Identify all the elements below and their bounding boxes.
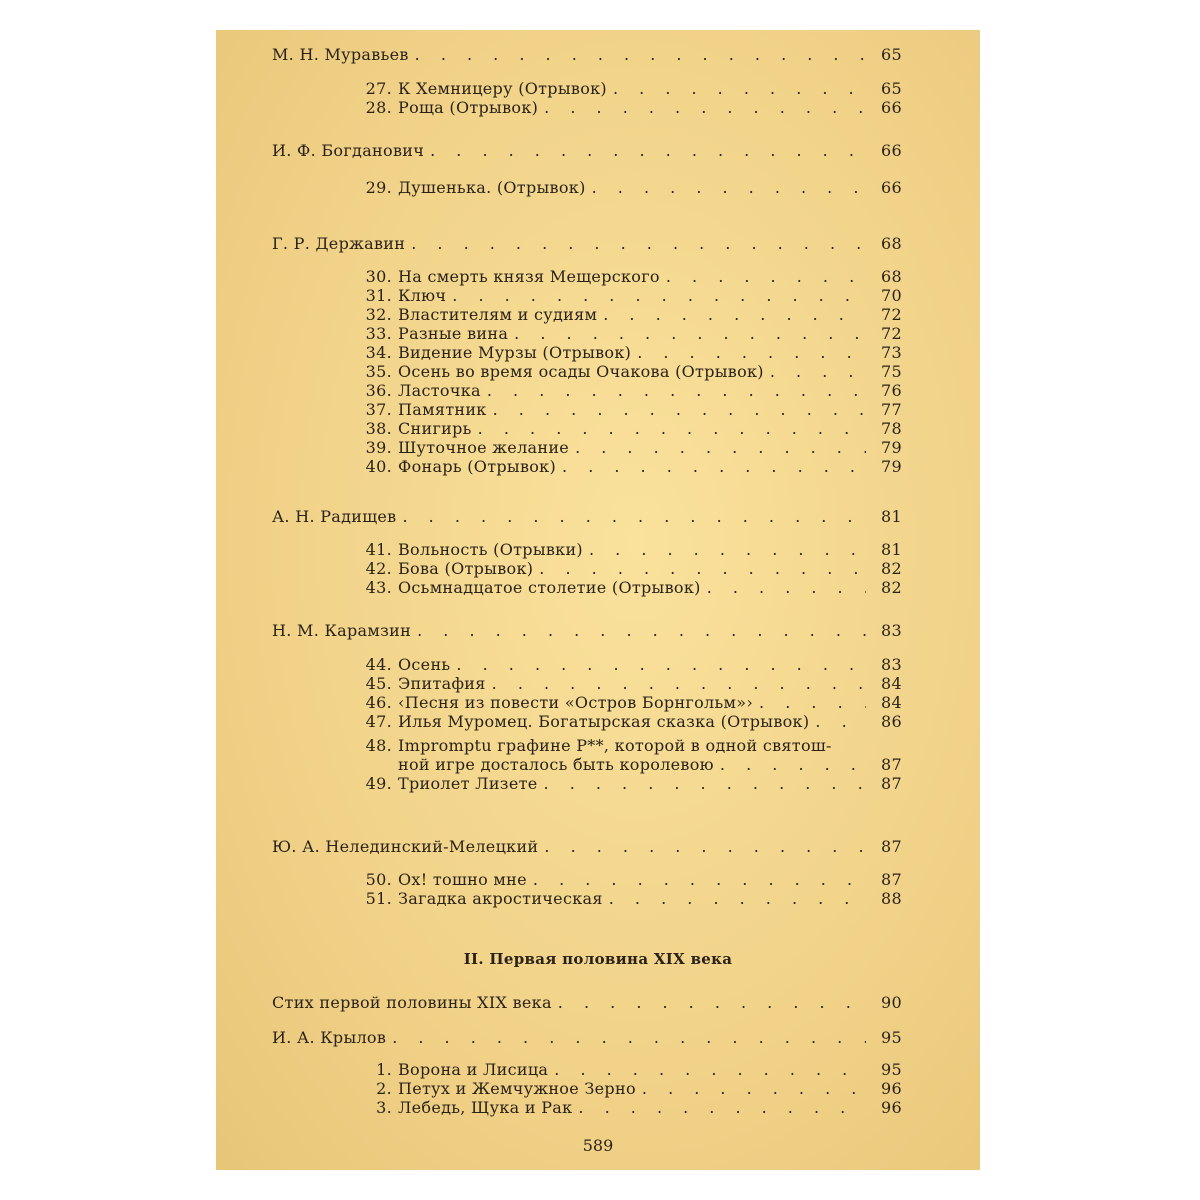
toc-author: Ю. А. Нелединский-Мелецкий . . . 87 [272,838,902,856]
toc-entry: Стих первой половины XIX века . . . 90 [272,994,902,1012]
toc-item: 2. Петух и Жемчужное Зерно . . . 96 [358,1080,902,1098]
toc-item: 41. Вольность (Отрывки) . . . 81 [358,541,902,559]
toc-author: Н. М. Карамзин . . . 83 [272,622,902,640]
toc-item: 50. Ох! тошно мне . . . 87 [358,871,902,889]
toc-author: И. А. Крылов . . . 95 [272,1029,902,1047]
toc-item-first-line: 48. Impromptu графине Р**, которой в одной святош- [365,736,832,755]
toc-item: 46. ‹Песня из повести «Остров Борнгольм»› . . . 84 [358,694,902,712]
toc-author: А. Н. Радищев . . . 81 [272,508,902,526]
toc-item: 45. Эпитафия . . . 84 [358,675,902,693]
toc-item: 30. На смерть князя Мещерского . . . 68 [358,268,902,286]
toc-author: Г. Р. Державин . . . 68 [272,235,902,253]
toc-item: 29. Душенька. (Отрывок) . . . 66 [358,179,902,197]
toc-item: 27. К Хемницеру (Отрывок) . . . 65 [358,80,902,98]
toc-item: 51. Загадка акростическая . . . 88 [358,890,902,908]
toc-item: 1. Ворона и Лисица . . . 95 [358,1061,902,1079]
toc-item: 40. Фонарь (Отрывок) . . . 79 [358,458,902,476]
toc-item: 47. Илья Муромец. Богатырская сказка (Отрывок) . . . 86 [358,713,902,731]
toc-item: 43. Осьмнадцатое столетие (Отрывок) . . . 82 [358,579,902,597]
toc-item: 35. Осень во время осады Очакова (Отрывок) . . . 75 [358,363,902,381]
toc-item: 33. Разные вина . . . 72 [358,325,902,343]
page-number: 589 [582,1136,614,1155]
toc-item: 34. Видение Мурзы (Отрывок) . . . 73 [358,344,902,362]
toc-item: 38. Снигирь . . . 78 [358,420,902,438]
section-heading: II. Первая половина XIX века [463,950,733,968]
book-page [216,30,980,1170]
toc-item-continuation: ной игре досталось быть королевою . . . 87 [398,756,902,774]
toc-item: 49. Триолет Лизете . . . 87 [358,775,902,793]
toc-item: 3. Лебедь, Щука и Рак . . . 96 [358,1099,902,1117]
toc-item: 28. Роща (Отрывок) . . . 66 [358,99,902,117]
toc-author: М. Н. Муравьев . . . 65 [272,46,902,64]
toc-item: 37. Памятник . . . 77 [358,401,902,419]
toc-item: 32. Властителям и судиям . . . 72 [358,306,902,324]
toc-item: 31. Ключ . . . 70 [358,287,902,305]
toc-author: И. Ф. Богданович . . . 66 [272,142,902,160]
toc-item: 36. Ласточка . . . 76 [358,382,902,400]
toc-item: 44. Осень . . . 83 [358,656,902,674]
toc-item: 42. Бова (Отрывок) . . . 82 [358,560,902,578]
toc-item: 39. Шуточное желание . . . 79 [358,439,902,457]
